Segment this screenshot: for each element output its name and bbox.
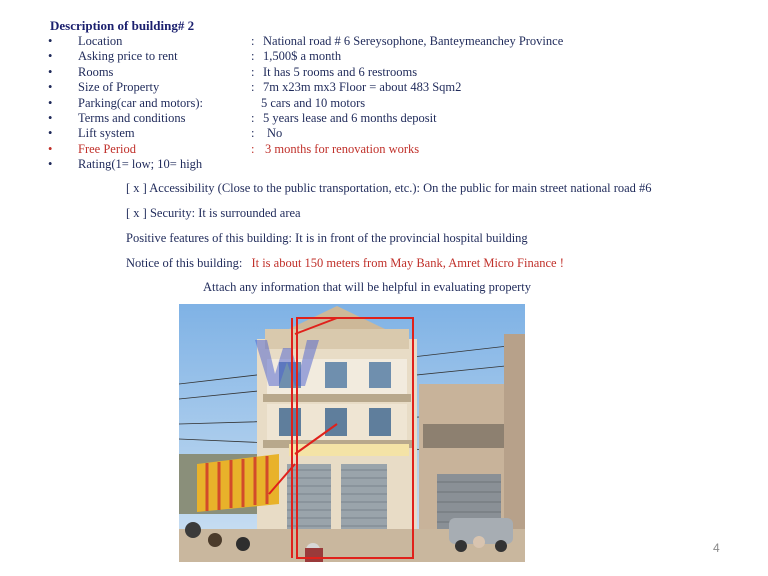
security-line: [ x ] Security: It is surrounded area — [126, 206, 301, 220]
detail-label: Rooms — [78, 64, 114, 79]
accessibility-line: [ x ] Accessibility (Close to the public transportation, etc.): On the public for main street national road #6 — [126, 181, 652, 195]
bullet-icon: • — [48, 95, 53, 110]
bullet-icon: • — [48, 34, 53, 48]
notice-label: Notice of this building: — [126, 256, 243, 270]
detail-label: Terms and conditions — [78, 110, 186, 125]
detail-label: Location — [78, 34, 123, 48]
detail-colon: : — [251, 126, 255, 141]
slide-title: Description of building# 2 — [50, 18, 195, 33]
detail-colon: : — [251, 49, 255, 64]
bullet-icon: • — [48, 64, 53, 79]
detail-value: 7m x23m mx3 Floor = about 483 Sqm2 — [263, 80, 462, 95]
attach-info-line: Attach any information that will be helpful in evaluating property — [203, 280, 532, 294]
detail-label: Size of Property — [78, 80, 160, 95]
bullet-icon: • — [48, 126, 53, 141]
bullet-icon: • — [48, 157, 53, 172]
detail-value: 5 years lease and 6 months deposit — [263, 110, 437, 125]
detail-colon: : — [251, 64, 255, 79]
page-number: 4 — [713, 541, 720, 555]
detail-colon: : — [251, 110, 255, 125]
detail-value: 5 cars and 10 motors — [261, 95, 366, 110]
detail-label: Free Period — [78, 141, 136, 156]
detail-colon: : — [251, 141, 255, 156]
bullet-icon: • — [48, 80, 53, 95]
notice-value: It is about 150 meters from May Bank, Amret Micro Finance ! — [251, 256, 564, 270]
bullet-icon: • — [48, 110, 53, 125]
detail-label: Parking(car and motors): — [78, 95, 203, 110]
positive-features-line: Positive features of this building: It is in front of the provincial hospital building — [126, 231, 528, 245]
detail-colon: : — [251, 80, 255, 95]
detail-value: It has 5 rooms and 6 restrooms — [263, 64, 418, 79]
building-photo — [179, 304, 525, 562]
detail-value: 3 months for renovation works — [265, 141, 420, 156]
detail-value: No — [267, 126, 283, 141]
bullet-icon: • — [48, 141, 53, 156]
detail-label: Rating(1= low; 10= high — [78, 157, 203, 172]
detail-label: Lift system — [78, 126, 135, 141]
detail-value: 1,500$ a month — [263, 49, 342, 64]
detail-value: National road # 6 Sereysophone, Banteymeanchey Province — [263, 34, 564, 48]
notice-line — [126, 256, 564, 271]
bullet-icon: • — [48, 49, 53, 64]
detail-label: Asking price to rent — [78, 49, 178, 64]
detail-colon: : — [251, 34, 255, 48]
